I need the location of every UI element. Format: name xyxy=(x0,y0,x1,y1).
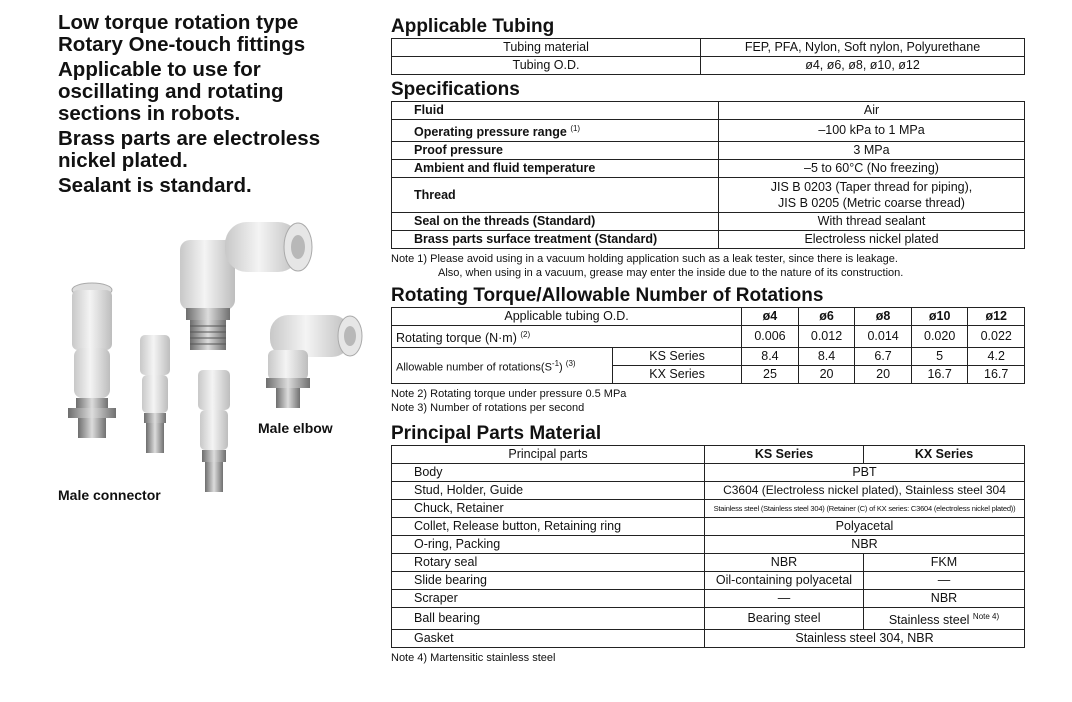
tubing-table xyxy=(391,38,1025,75)
table-row xyxy=(392,500,1025,518)
table-row xyxy=(392,608,1025,630)
part-value: PBT xyxy=(705,464,1025,482)
ks-series-label: KS Series xyxy=(613,348,742,366)
torque-table xyxy=(391,307,1025,384)
table-row xyxy=(392,160,1025,178)
parts-header: Principal parts xyxy=(392,446,705,464)
part-label: Body xyxy=(392,464,705,482)
torque-value: 0.014 xyxy=(855,326,912,348)
tubing-material-label: Tubing material xyxy=(392,39,701,57)
rotations-label: Allowable number of $rotations(S^{-1})$ $^{(3)}$ xyxy=(392,348,613,384)
spec-value: 3 MPa xyxy=(719,142,1025,160)
part-label: Slide bearing xyxy=(392,572,705,590)
specs-title: Specifications xyxy=(391,79,520,100)
headline-plating: Brass parts are electroless nickel plated. xyxy=(58,127,321,172)
torque-value: 0.012 xyxy=(798,326,855,348)
size-header: ø10 xyxy=(911,308,968,326)
middle-connector-fitting-icon xyxy=(198,370,230,492)
tubing-material-value: FEP, PFA, Nylon, Soft nylon, Polyurethane xyxy=(701,39,1025,57)
part-value: Stainless steel 304, NBR xyxy=(705,630,1025,648)
table-row xyxy=(392,348,1025,366)
part-value-kx: NBR xyxy=(864,590,1025,608)
part-label: Collet, Release button, Retaining ring xyxy=(392,518,705,536)
torque-header-label: Applicable tubing O.D. xyxy=(392,308,742,326)
size-header: ø12 xyxy=(968,308,1025,326)
spec-value: Air xyxy=(719,102,1025,120)
torque-value: 0.022 xyxy=(968,326,1025,348)
kx-value: 16.7 xyxy=(968,366,1025,384)
torque-value: 0.020 xyxy=(911,326,968,348)
specs-table xyxy=(391,101,1025,249)
part-label: Gasket xyxy=(392,630,705,648)
part-value: C3604 (Electroless nickel plated), Stainless steel 304 xyxy=(705,482,1025,500)
table-row xyxy=(392,102,1025,120)
ks-value: 8.4 xyxy=(742,348,799,366)
table-row xyxy=(392,536,1025,554)
ks-header: KS Series xyxy=(705,446,864,464)
spec-value: With thread sealant xyxy=(719,213,1025,231)
size-header: ø8 xyxy=(855,308,912,326)
small-connector-fitting-icon xyxy=(140,335,170,453)
spec-label: Fluid xyxy=(392,102,719,120)
table-row xyxy=(392,308,1025,326)
kx-series-label: KX Series xyxy=(613,366,742,384)
spec-label: Seal on the threads (Standard) xyxy=(392,213,719,231)
parts-table xyxy=(391,445,1025,648)
table-row xyxy=(392,446,1025,464)
table-row xyxy=(392,554,1025,572)
spec-value: Electroless nickel plated xyxy=(719,231,1025,249)
table-row xyxy=(392,590,1025,608)
spec-value: –100 kPa to 1 MPa xyxy=(719,120,1025,142)
parts-title: Principal Parts Material xyxy=(391,423,602,445)
table-row xyxy=(392,572,1025,590)
part-label: Rotary seal xyxy=(392,554,705,572)
kx-value: 25 xyxy=(742,366,799,384)
kx-value: 20 xyxy=(798,366,855,384)
part-value-kx: — xyxy=(864,572,1025,590)
tubing-od-value: ø4, ø6, ø8, ø10, ø12 xyxy=(701,57,1025,75)
notes-2-3: Note 2) Rotating torque under pressure 0.5 MPa Note 3) Number of rotations per second xyxy=(391,388,627,415)
spec-label: Proof pressure xyxy=(392,142,719,160)
ks-value: 6.7 xyxy=(855,348,912,366)
spec-sheet xyxy=(391,16,1027,665)
headline-application: Applicable to use for oscillating and rotating sections in robots. xyxy=(58,58,284,125)
part-value: Polyacetal xyxy=(705,518,1025,536)
size-header: ø4 xyxy=(742,308,799,326)
table-row xyxy=(392,518,1025,536)
table-row xyxy=(392,464,1025,482)
note-4: Note 4) Martensitic stainless steel xyxy=(391,652,556,665)
spec-value: JIS B 0203 (Taper thread for piping), JIS B 0205 (Metric coarse thread) xyxy=(719,178,1025,213)
size-header: ø6 xyxy=(798,308,855,326)
table-row xyxy=(392,231,1025,249)
part-value-ks: Bearing steel xyxy=(705,608,864,630)
intro-text xyxy=(58,12,378,200)
tubing-title: Applicable Tubing xyxy=(391,16,555,37)
part-label: Stud, Holder, Guide xyxy=(392,482,705,500)
caption-male-elbow: Male elbow xyxy=(258,420,333,436)
part-label: O-ring, Packing xyxy=(392,536,705,554)
spec-label: Ambient and fluid temperature xyxy=(392,160,719,178)
table-row xyxy=(392,326,1025,348)
torque-title: Rotating Torque/Allowable Number of Rotations xyxy=(391,285,824,307)
spec-label: Brass parts surface treatment (Standard) xyxy=(392,231,719,249)
table-row xyxy=(392,213,1025,231)
headline-product: Low torque rotation type Rotary One-touch fittings xyxy=(58,11,306,56)
part-label: Scraper xyxy=(392,590,705,608)
table-row xyxy=(392,178,1025,213)
spec-value: –5 to 60°C (No freezing) xyxy=(719,160,1025,178)
tubing-od-label: Tubing O.D. xyxy=(392,57,701,75)
part-value: Stainless steel (Stainless steel 304) (Retainer (C) of KX series: C3604 (electroless nickel plated)) xyxy=(705,500,1025,518)
table-row xyxy=(392,482,1025,500)
spec-label: Operating pressure range $^{(1)}$ xyxy=(392,120,719,142)
caption-male-connector: Male connector xyxy=(58,487,161,503)
torque-label: Rotating torque (N·m) $^{(2)}$ xyxy=(392,326,742,348)
table-row xyxy=(392,630,1025,648)
part-value-ks: NBR xyxy=(705,554,864,572)
table-row xyxy=(392,57,1025,75)
part-value: NBR xyxy=(705,536,1025,554)
part-label: Chuck, Retainer xyxy=(392,500,705,518)
ks-value: 4.2 xyxy=(968,348,1025,366)
part-value-ks: — xyxy=(705,590,864,608)
male-elbow-fitting-icon xyxy=(266,315,362,408)
headline-sealant: Sealant is standard. xyxy=(58,174,252,197)
male-connector-fitting-icon xyxy=(68,283,116,438)
table-row xyxy=(392,39,1025,57)
table-row xyxy=(392,142,1025,160)
kx-value: 16.7 xyxy=(911,366,968,384)
torque-value: 0.006 xyxy=(742,326,799,348)
part-label: Ball bearing xyxy=(392,608,705,630)
ks-value: 5 xyxy=(911,348,968,366)
spec-label: Thread xyxy=(392,178,719,213)
kx-value: 20 xyxy=(855,366,912,384)
note-1: Note 1) Please avoid using in a vacuum holding application such as a leak tester, since there is leakage. Also, when using in a vacuum, grease may enter the inside due to the nature of its construction. xyxy=(391,253,904,280)
product-photo xyxy=(40,210,380,510)
table-row xyxy=(392,120,1025,142)
part-value-kx: FKM xyxy=(864,554,1025,572)
part-value-ks: Oil-containing polyacetal xyxy=(705,572,864,590)
kx-header: KX Series xyxy=(864,446,1025,464)
part-value-kx: Stainless steel $^{Note 4)}$ xyxy=(864,608,1025,630)
ks-value: 8.4 xyxy=(798,348,855,366)
